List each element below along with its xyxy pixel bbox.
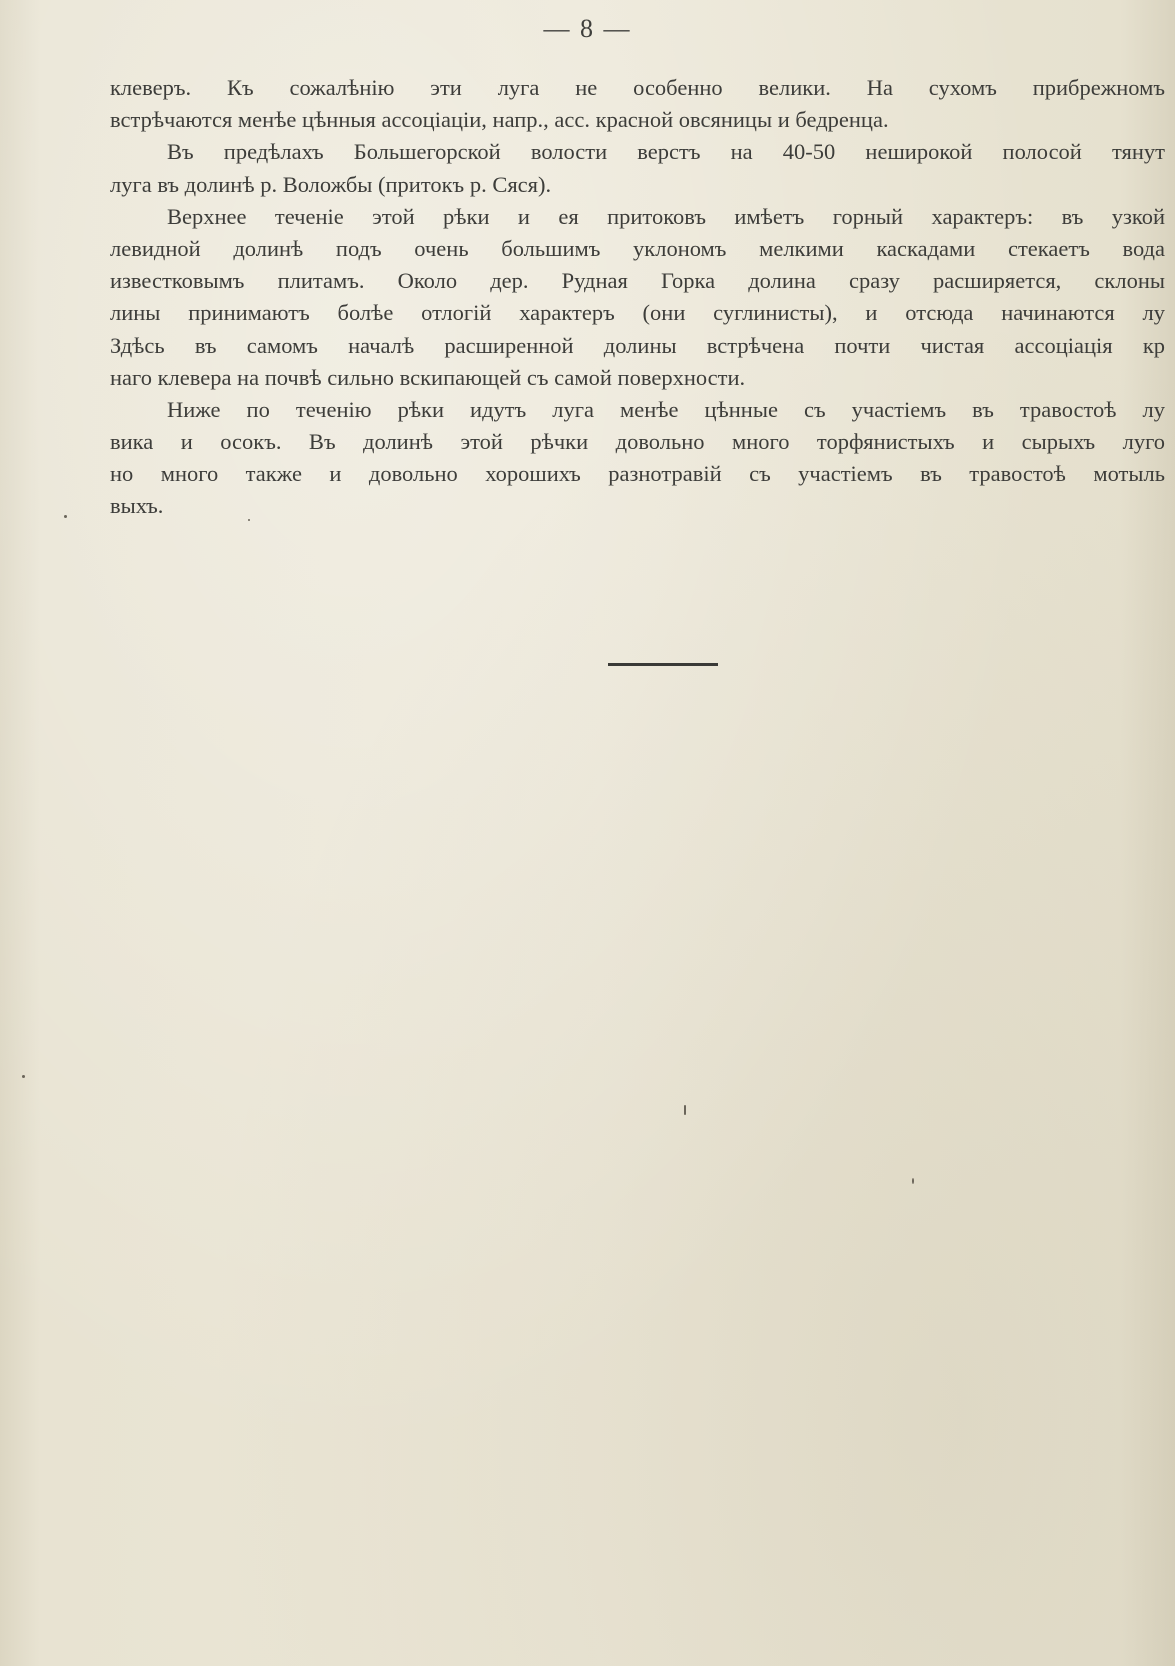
text-line: Здѣсь въ самомъ началѣ расширенной долины встрѣчена почти чистая ассоціація кр (110, 332, 1165, 358)
body-text (110, 72, 1165, 523)
text-line: лины принимаютъ болѣе отлогій характеръ (они суглинисты), и отсюда начинаются лу (110, 300, 1165, 326)
text-line: встрѣчаются менѣе цѣнныя ассоціаціи, напр., асс. красной овсяницы и бедренца. (110, 107, 889, 133)
text-line: луга въ долинѣ р. Воложбы (притокъ р. Сяся). (110, 171, 552, 197)
paper-speck (684, 1105, 686, 1115)
paper-speck (64, 515, 67, 518)
paper-speck (912, 1178, 914, 1184)
text-line: Верхнее теченіе этой рѣки и ея притоковъ имѣетъ горный характеръ: въ узкой (167, 203, 1165, 229)
paper-speck (248, 519, 250, 521)
section-separator (608, 663, 718, 666)
text-line: известковымъ плитамъ. Около дер. Рудная Горка долина сразу расширяется, склоны (110, 268, 1165, 294)
text-line: наго клевера на почвѣ сильно вскипающей съ самой поверхности. (110, 364, 746, 390)
text-line: Ниже по теченію рѣки идутъ луга менѣе цѣнные съ участіемъ въ травостоѣ лу (167, 396, 1165, 422)
text-line: но много также и довольно хорошихъ разнотравій съ участіемъ въ травостоѣ мотыль (110, 461, 1165, 487)
text-line: клеверъ. Къ сожалѣнію эти луга не особенно велики. На сухомъ прибрежномъ (110, 75, 1165, 100)
text-line: выхъ. (110, 493, 164, 519)
text-line: Въ предѣлахъ Большегорской волости верстъ на 40-50 неширокой полосой тянут (167, 139, 1165, 165)
page-number: — 8 — (543, 14, 632, 43)
text-line: вика и осокъ. Въ долинѣ этой рѣчки довольно много торфянистыхъ и сырыхъ луго (110, 429, 1165, 455)
text-line: левидной долинѣ подъ очень большимъ уклономъ мелкими каскадами стекаетъ вода (110, 235, 1165, 261)
paper-speck (22, 1075, 25, 1078)
